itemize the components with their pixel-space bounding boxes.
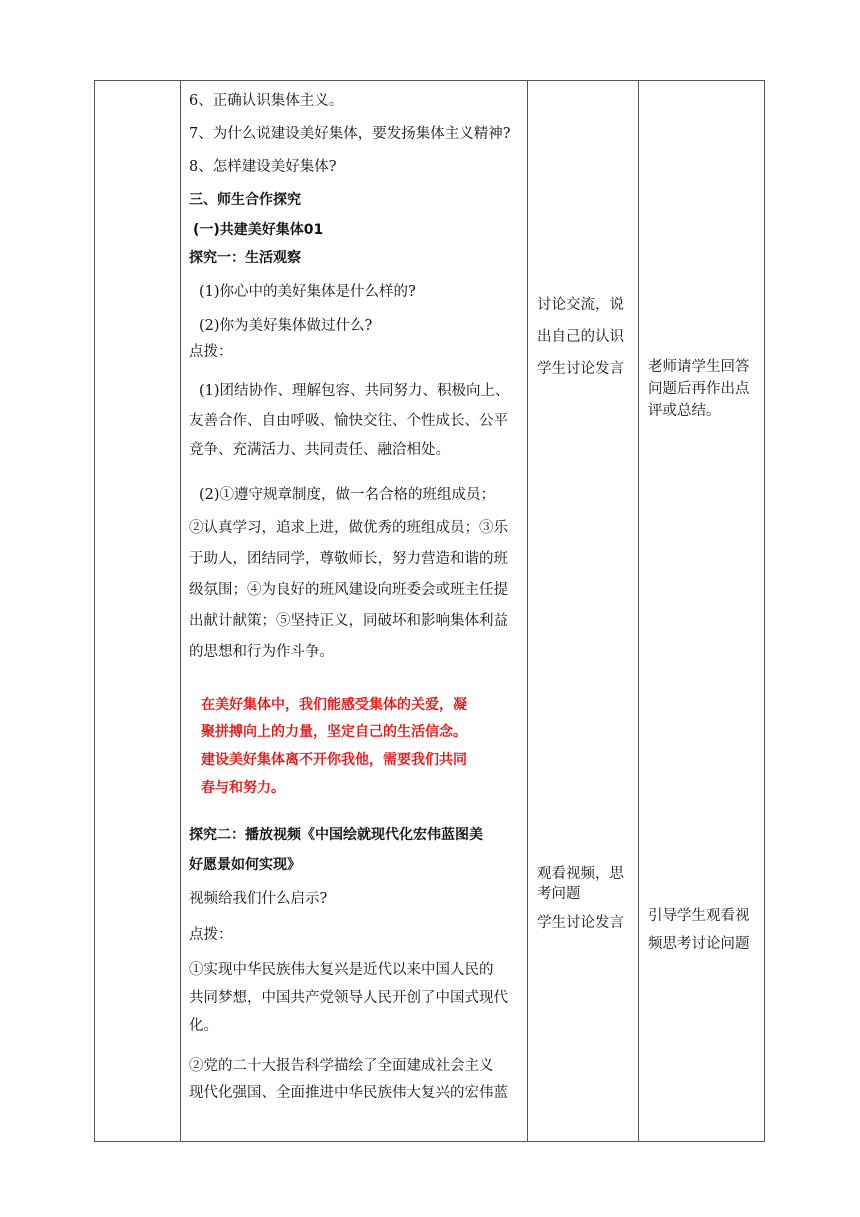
- question-line: (2)你为美好集体做过什么?: [199, 318, 373, 334]
- content-line: 于助人，团结同学，尊敬师长，努力营造和谐的班: [189, 551, 508, 567]
- subsection-heading: (一)共建美好集体01: [193, 222, 324, 238]
- teacher-activity-line: 问题后再作出点: [648, 381, 750, 397]
- section-heading: 三、师生合作探究: [189, 192, 301, 208]
- content-line: 7、为什么说建设美好集体，要发扬集体主义精神?: [189, 126, 511, 142]
- content-line: 现代化强国、全面推进中华民族伟大复兴的宏伟蓝: [189, 1085, 508, 1101]
- content-line: 6、正确认识集体主义。: [189, 93, 344, 109]
- content-line: (1)团结协作、理解包容、共同努力、积极向上、: [199, 383, 510, 399]
- column-divider: [638, 81, 639, 1141]
- student-activity-line: 学生讨论发言: [537, 361, 624, 377]
- highlight-line: 建设美好集体离不开你我他，需要我们共同: [201, 752, 467, 768]
- inquiry-heading: 探究一：生活观察: [189, 250, 301, 266]
- question-line: (1)你心中的美好集体是什么样的?: [199, 284, 416, 300]
- content-line: 友善合作、自由呼吸、愉快交往、个性成长、公平: [189, 413, 508, 429]
- guidance-label: 点拨：: [189, 927, 233, 943]
- content-line: 共同梦想，中国共产党领导人民开创了中国式现代: [189, 990, 508, 1006]
- teacher-activity-line: 频思考讨论问题: [648, 936, 750, 952]
- content-line: 级氛围；④为良好的班风建设向班委会或班主任提: [189, 582, 508, 598]
- content-line: ②认真学习，追求上进，做优秀的班组成员；③乐: [189, 520, 508, 536]
- student-activity-line: 出自己的认识: [537, 329, 624, 345]
- teacher-activity-line: 评或总结。: [648, 403, 721, 419]
- column-divider: [527, 81, 528, 1141]
- highlight-line: 在美好集体中，我们能感受集体的关爱，凝: [201, 697, 467, 713]
- highlight-line: 聚拼搏向上的力量，坚定自己的生活信念。: [201, 724, 467, 740]
- teacher-activity-line: 引导学生观看视: [648, 908, 750, 924]
- highlight-line: 春与和努力。: [201, 780, 285, 796]
- inquiry-heading: 探究二：播放视频《中国绘就现代化宏伟蓝图美: [189, 827, 483, 843]
- content-line: 的思想和行为作斗争。: [189, 644, 334, 660]
- inquiry-heading: 好愿景如何实现》: [189, 857, 301, 873]
- student-activity-line: 观看视频，思: [537, 866, 624, 882]
- student-activity-line: 考问题: [537, 886, 581, 902]
- question-line: 视频给我们什么启示?: [189, 891, 328, 907]
- column-divider: [180, 81, 181, 1141]
- content-line: 化。: [189, 1018, 218, 1034]
- student-activity-line: 讨论交流，说: [537, 297, 624, 313]
- content-line: (2)①遵守规章制度，做一名合格的班组成员；: [199, 487, 496, 503]
- content-line: 8、怎样建设美好集体?: [189, 159, 337, 175]
- student-activity-line: 学生讨论发言: [537, 915, 624, 931]
- content-line: ①实现中华民族伟大复兴是近代以来中国人民的: [189, 962, 494, 978]
- content-line: 出献计献策；⑤坚持正义，同破坏和影响集体利益: [189, 613, 508, 629]
- content-line: 竞争、充满活力、共同责任、融洽相处。: [189, 442, 450, 458]
- guidance-label: 点拨：: [189, 344, 233, 360]
- content-line: ②党的二十大报告科学描绘了全面建成社会主义: [189, 1058, 494, 1074]
- teacher-activity-line: 老师请学生回答: [648, 359, 750, 375]
